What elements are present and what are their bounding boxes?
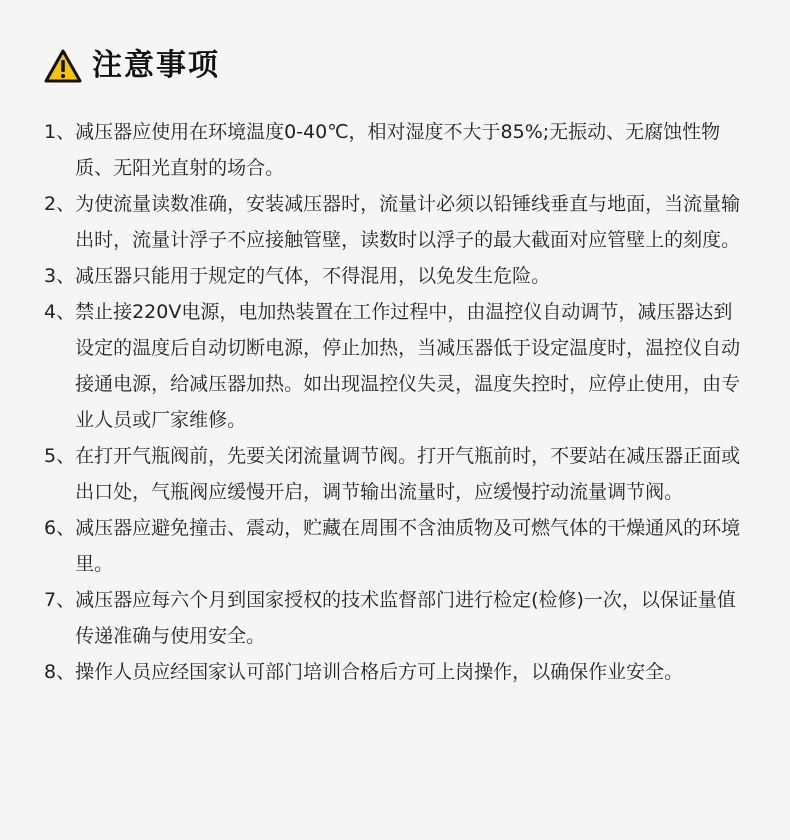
item-text: 在打开气瓶阀前，先要关闭流量调节阀。打开气瓶前时，不要站在减压器正面或出口处，气瓶阀应缓慢开启，调节输出流量时，应缓慢拧动流量调节阀。 [75,445,741,503]
list-item [44,510,784,582]
item-text: 减压器应使用在环境温度0-40℃，相对湿度不大于85%;无振动、无腐蚀性物质、无阳光直射的场合。 [75,121,721,179]
item-number: 8、 [44,661,76,683]
list-item [44,186,784,258]
list-item [44,114,784,186]
item-number: 6、 [44,517,76,539]
list-item [44,438,784,510]
list-item [44,294,784,438]
list-item [44,654,784,690]
list-item [44,582,784,654]
item-number: 1、 [44,121,76,143]
item-text: 减压器只能用于规定的气体，不得混用，以免发生危险。 [75,265,551,287]
warning-triangle-icon [44,49,82,83]
list-item [44,258,784,294]
item-text: 为使流量读数准确，安装减压器时，流量计必须以铅锤线垂直与地面，当流量输出时，流量计浮子不应接触管壁，读数时以浮子的最大截面对应管壁上的刻度。 [75,193,741,251]
item-number: 3、 [44,265,76,287]
item-text: 禁止接220V电源，电加热装置在工作过程中，由温控仪自动调节，减压器达到设定的温度后自动切断电源，停止加热，当减压器低于设定温度时，温控仪自动接通电源，给减压器加热。如出现温控仪失灵，温度失控时，应停止使用，由专业人员或厂家维修。 [75,301,741,431]
notice-header [44,46,220,86]
page-title: 注意事项 [92,48,220,83]
item-text: 操作人员应经国家认可部门培训合格后方可上岗操作，以确保作业安全。 [75,661,684,683]
item-number: 4、 [44,301,76,323]
item-text: 减压器应每六个月到国家授权的技术监督部门进行检定(检修)一次，以保证量值传递准确与使用安全。 [75,589,736,647]
item-number: 2、 [44,193,76,215]
item-number: 7、 [44,589,76,611]
notes-list [44,114,784,690]
item-text: 减压器应避免撞击、震动，贮藏在周围不含油质物及可燃气体的干燥通风的环境里。 [75,517,741,575]
item-number: 5、 [44,445,76,467]
